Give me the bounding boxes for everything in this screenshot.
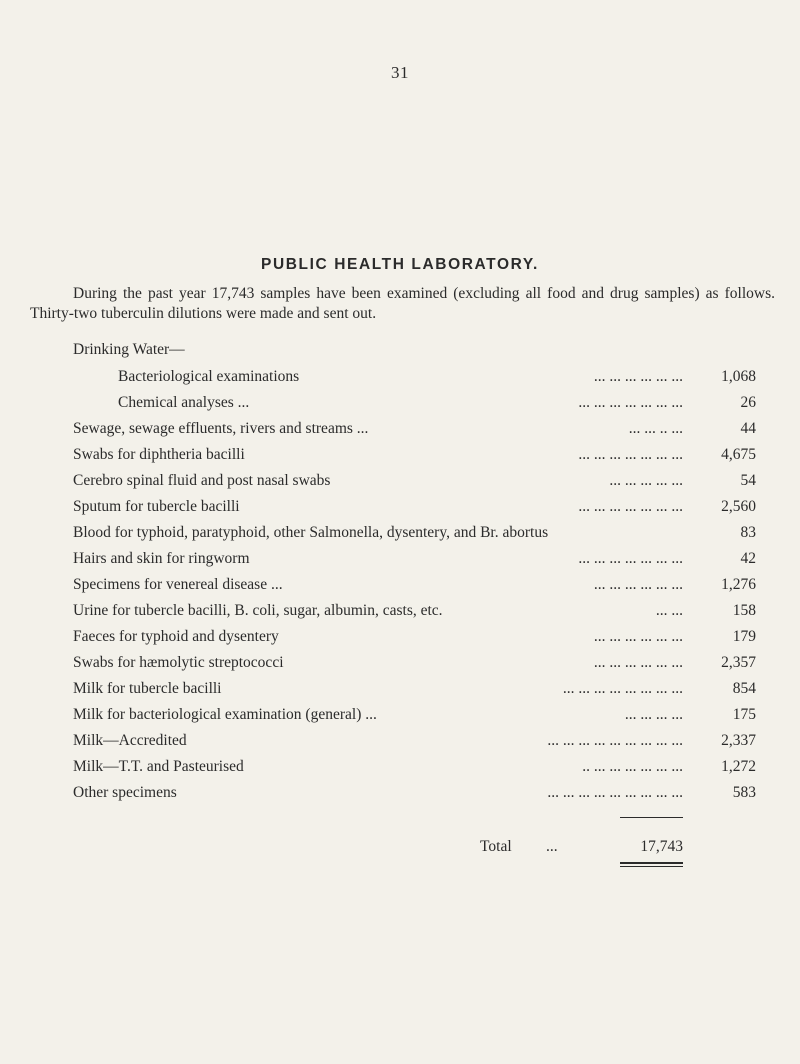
leader-dots: ... ... ... ... ... ... ... [578, 446, 683, 463]
table-row [73, 627, 756, 647]
table-row [73, 523, 756, 543]
table-row [73, 445, 756, 465]
row-value: 4,675 [721, 446, 756, 463]
leader-dots: ... ... ... ... [624, 706, 683, 723]
row-value: 179 [732, 628, 756, 645]
row-value: 1,272 [721, 758, 756, 775]
table-row [73, 783, 756, 803]
leader-dots: ... ... ... ... ... ... ... ... [562, 680, 683, 697]
row-label: Milk for bacteriological examination (general) ... [73, 706, 377, 723]
row-value: 1,068 [721, 368, 756, 385]
table-row [73, 705, 756, 725]
row-label: Blood for typhoid, paratyphoid, other Salmonella, dysentery, and Br. abortus [73, 524, 549, 541]
row-value: 44 [740, 420, 756, 437]
row-label: Urine for tubercle bacilli, B. coli, sugar, albumin, casts, etc. [73, 602, 443, 619]
table-row [73, 575, 756, 595]
table-row [73, 549, 756, 569]
row-label: Specimens for venereal disease ... [73, 576, 283, 593]
row-value: 583 [732, 784, 756, 801]
row-value: 2,560 [721, 498, 756, 515]
row-value: 26 [740, 394, 756, 411]
row-label: Bacteriological examinations [118, 368, 300, 385]
table-row [73, 471, 756, 491]
row-value: 83 [740, 524, 756, 541]
leader-dots: ... [546, 838, 558, 855]
row-label: Swabs for hæmolytic streptococci [73, 654, 284, 671]
row-value: 1,276 [721, 576, 756, 593]
page-title: PUBLIC HEALTH LABORATORY. [261, 256, 539, 273]
row-label: Sputum for tubercle bacilli [73, 498, 240, 515]
row-value: 175 [732, 706, 756, 723]
table-row [73, 731, 756, 751]
row-label: Cerebro spinal fluid and post nasal swabs [73, 472, 331, 489]
row-value: 854 [732, 680, 756, 697]
total-double-rule [620, 866, 683, 867]
total-value: 17,743 [640, 838, 683, 855]
row-label: Hairs and skin for ringworm [73, 550, 250, 567]
row-value: 158 [732, 602, 756, 619]
leader-dots: .. ... ... ... ... ... ... [582, 758, 683, 775]
row-value: 54 [740, 472, 756, 489]
table-row [73, 419, 756, 439]
row-label: Swabs for diphtheria bacilli [73, 446, 245, 463]
total-double-rule [620, 862, 683, 864]
drinking-water-heading: Drinking Water— [73, 341, 185, 358]
row-label: Milk—Accredited [73, 732, 187, 749]
total-row [480, 837, 683, 857]
total-rule-top [620, 817, 683, 818]
intro-paragraph: During the past year 17,743 samples have been examined (excluding all food and drug samples) as follows. Thirty-two tuberculin dilutions were made and sent out. [30, 285, 775, 322]
leader-dots: ... ... .. ... [628, 420, 683, 437]
row-value: 42 [740, 550, 756, 567]
leader-dots: ... ... ... ... ... ... [593, 628, 683, 645]
row-label: Other specimens [73, 784, 177, 801]
table-row [73, 679, 756, 699]
table-row [73, 653, 756, 673]
leader-dots: ... ... ... ... ... ... [593, 368, 683, 385]
leader-dots: ... ... ... ... ... ... ... [578, 394, 683, 411]
row-label: Faeces for typhoid and dysentery [73, 628, 279, 645]
row-label: Sewage, sewage effluents, rivers and streams ... [73, 420, 369, 437]
leader-dots: ... ... ... ... ... [609, 472, 683, 489]
leader-dots: ... ... ... ... ... ... [593, 576, 683, 593]
table-row [118, 393, 756, 413]
leader-dots: ... ... ... ... ... ... ... ... ... [547, 784, 683, 801]
row-value: 2,357 [721, 654, 756, 671]
total-label: Total [480, 838, 512, 855]
table-row [73, 601, 756, 621]
table-row [118, 367, 756, 387]
table-row [73, 757, 756, 777]
page-number: 31 [391, 63, 409, 82]
row-label: Milk for tubercle bacilli [73, 680, 222, 697]
row-value: 2,337 [721, 732, 756, 749]
leader-dots: ... ... [655, 602, 683, 619]
row-label: Chemical analyses ... [118, 394, 250, 411]
table-row [73, 497, 756, 517]
leader-dots: ... ... ... ... ... ... ... [578, 550, 683, 567]
leader-dots: ... ... ... ... ... ... ... [578, 498, 683, 515]
leader-dots: ... ... ... ... ... ... ... ... ... [547, 732, 683, 749]
leader-dots: ... ... ... ... ... ... [593, 654, 683, 671]
row-label: Milk—T.T. and Pasteurised [73, 758, 244, 775]
